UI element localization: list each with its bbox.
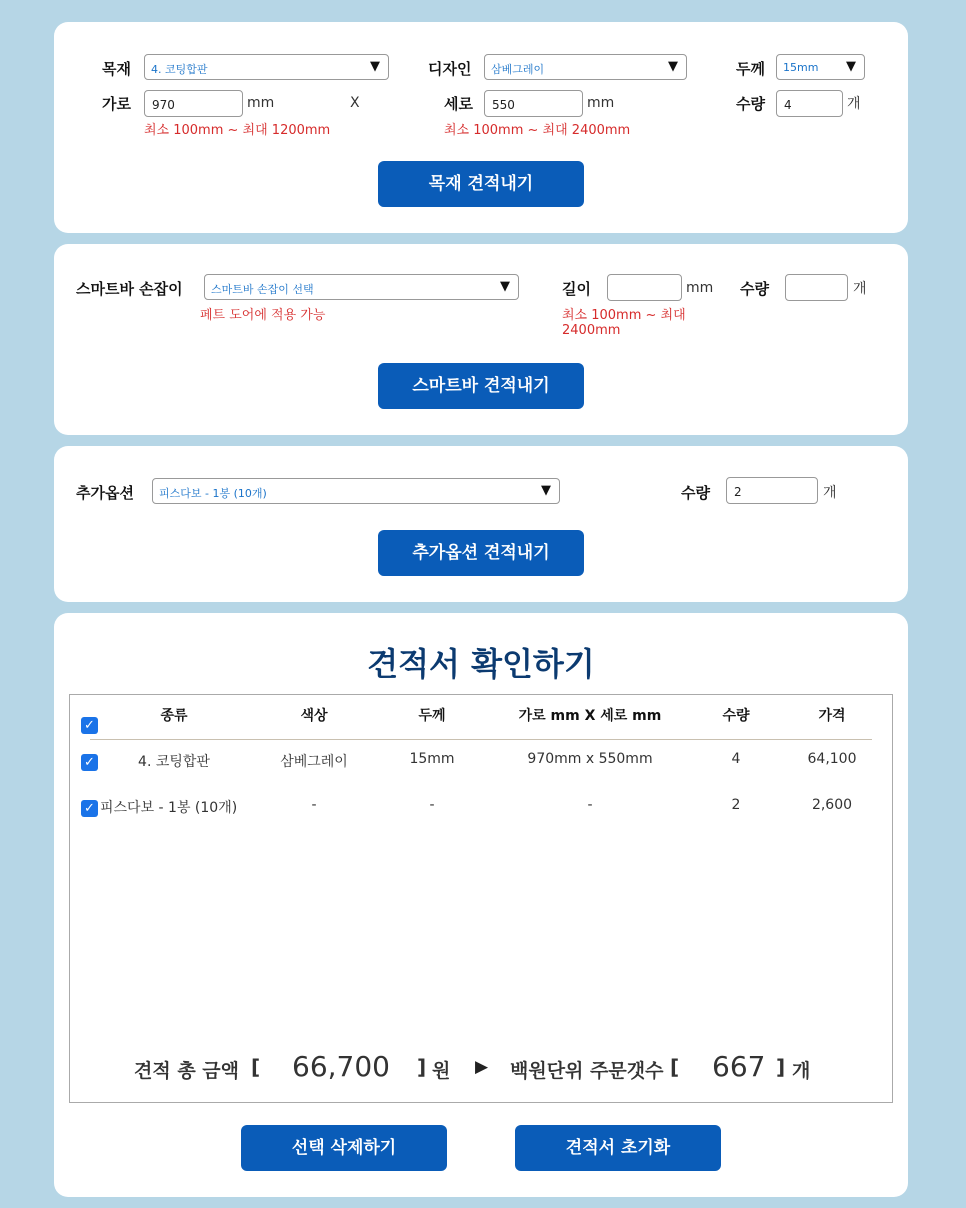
length-input[interactable] bbox=[607, 274, 682, 301]
total-label: 견적 총 금액 bbox=[134, 1060, 239, 1082]
chevron-down-icon: ▼ bbox=[370, 59, 380, 74]
table-row-1-thickness: 15mm bbox=[409, 751, 455, 767]
material-select[interactable] bbox=[144, 54, 389, 80]
header-divider bbox=[90, 739, 872, 740]
order-count: 667 bbox=[712, 1050, 766, 1083]
times-sign: X bbox=[350, 95, 360, 111]
width-unit: mm bbox=[247, 95, 275, 111]
option-qty-input[interactable]: 2 bbox=[726, 477, 818, 504]
wood-quote-button[interactable]: 목재 견적내기 bbox=[378, 161, 584, 207]
smartbar-card bbox=[54, 244, 908, 435]
smartbar-qty-label: 수량 bbox=[740, 280, 769, 298]
material-label: 목재 bbox=[102, 60, 131, 78]
length-note-line2: 2400mm bbox=[562, 323, 621, 338]
order-unit: 개 bbox=[792, 1060, 811, 1082]
delete-selected-button[interactable]: 선택 삭제하기 bbox=[241, 1125, 447, 1171]
reset-quote-button[interactable]: 견적서 초기화 bbox=[515, 1125, 721, 1171]
qty-input[interactable]: 4 bbox=[776, 90, 843, 117]
chevron-down-icon: ▼ bbox=[500, 279, 510, 294]
design-label: 디자인 bbox=[428, 60, 472, 78]
option-label: 추가옵션 bbox=[76, 484, 134, 502]
width-input[interactable]: 970 bbox=[144, 90, 243, 117]
chevron-down-icon: ▼ bbox=[541, 483, 551, 498]
smartbar-label: 스마트바 손잡이 bbox=[76, 280, 183, 298]
row-checkbox[interactable]: ✓ bbox=[81, 800, 98, 817]
option-select-value: 피스다보 - 1봉 (10개) bbox=[159, 487, 267, 500]
quote-table bbox=[69, 694, 893, 1103]
total-bracket-close: ] bbox=[417, 1055, 427, 1079]
chevron-down-icon: ▼ bbox=[846, 59, 856, 74]
height-input[interactable]: 550 bbox=[484, 90, 583, 117]
order-bracket-close: ] bbox=[776, 1055, 786, 1079]
thickness-label: 두께 bbox=[736, 60, 765, 78]
wood-card bbox=[54, 22, 908, 233]
option-qty-label: 수량 bbox=[681, 484, 710, 502]
smartbar-qty-input[interactable] bbox=[785, 274, 848, 301]
total-amount: 66,700 bbox=[292, 1050, 390, 1083]
width-range-note: 최소 100mm ~ 최대 1200mm bbox=[144, 123, 331, 138]
table-row-1-dimensions: 970mm x 550mm bbox=[527, 751, 653, 767]
thickness-select[interactable] bbox=[776, 54, 865, 80]
table-row-1-price: 64,100 bbox=[807, 751, 857, 767]
length-note-line1: 최소 100mm ~ 최대 bbox=[562, 308, 686, 323]
smartbar-note: 페트 도어에 적용 가능 bbox=[200, 308, 326, 323]
chevron-down-icon: ▼ bbox=[668, 59, 678, 74]
total-bracket-open: [ bbox=[251, 1055, 261, 1079]
total-unit: 원 bbox=[432, 1060, 451, 1082]
width-label: 가로 bbox=[102, 95, 131, 113]
design-select-value: 삼베그레이 bbox=[491, 63, 545, 76]
col-dimensions: 가로 mm X 세로 mm bbox=[518, 708, 662, 724]
table-row-1-color: 삼베그레이 bbox=[280, 754, 348, 770]
quote-card bbox=[54, 613, 908, 1197]
order-bracket-open: [ bbox=[670, 1055, 680, 1079]
length-unit: mm bbox=[686, 280, 714, 296]
table-row-1-qty: 4 bbox=[731, 751, 741, 767]
table-row-2-qty: 2 bbox=[731, 797, 741, 813]
table-row-2-color: - bbox=[311, 797, 317, 813]
option-quote-button[interactable]: 추가옵션 견적내기 bbox=[378, 530, 584, 576]
option-qty-unit: 개 bbox=[823, 485, 837, 501]
select-all-checkbox[interactable]: ✓ bbox=[81, 717, 98, 734]
row-checkbox[interactable]: ✓ bbox=[81, 754, 98, 771]
table-row-2-thickness: - bbox=[429, 797, 435, 813]
option-select[interactable] bbox=[152, 478, 560, 504]
smartbar-qty-unit: 개 bbox=[853, 281, 867, 297]
length-label: 길이 bbox=[562, 280, 591, 298]
table-row-2-dimensions: - bbox=[587, 797, 593, 813]
qty-unit: 개 bbox=[847, 96, 861, 112]
smartbar-select[interactable] bbox=[204, 274, 519, 300]
smartbar-select-value: 스마트바 손잡이 선택 bbox=[211, 283, 314, 296]
col-qty: 수량 bbox=[722, 708, 750, 724]
arrow-right-icon: ▶ bbox=[475, 1057, 489, 1077]
option-card bbox=[54, 446, 908, 602]
col-type: 종류 bbox=[160, 708, 188, 724]
thickness-select-value: 15mm bbox=[783, 61, 819, 74]
table-row-2-price: 2,600 bbox=[811, 797, 853, 813]
quote-title: 견적서 확인하기 bbox=[367, 645, 595, 683]
design-select[interactable] bbox=[484, 54, 687, 80]
col-thickness: 두께 bbox=[418, 708, 446, 724]
material-select-value: 4. 코팅합판 bbox=[151, 63, 208, 76]
qty-label: 수량 bbox=[736, 95, 765, 113]
table-row-1-type: 4. 코팅합판 bbox=[138, 754, 210, 770]
height-unit: mm bbox=[587, 95, 615, 111]
table-row-2-type: 피스다보 - 1봉 (10개) bbox=[100, 800, 238, 816]
height-label: 세로 bbox=[444, 95, 473, 113]
col-color: 색상 bbox=[300, 708, 328, 724]
col-price: 가격 bbox=[818, 708, 846, 724]
smartbar-quote-button[interactable]: 스마트바 견적내기 bbox=[378, 363, 584, 409]
height-range-note: 최소 100mm ~ 최대 2400mm bbox=[444, 123, 631, 138]
order-count-label: 백원단위 주문갯수 bbox=[510, 1060, 664, 1082]
